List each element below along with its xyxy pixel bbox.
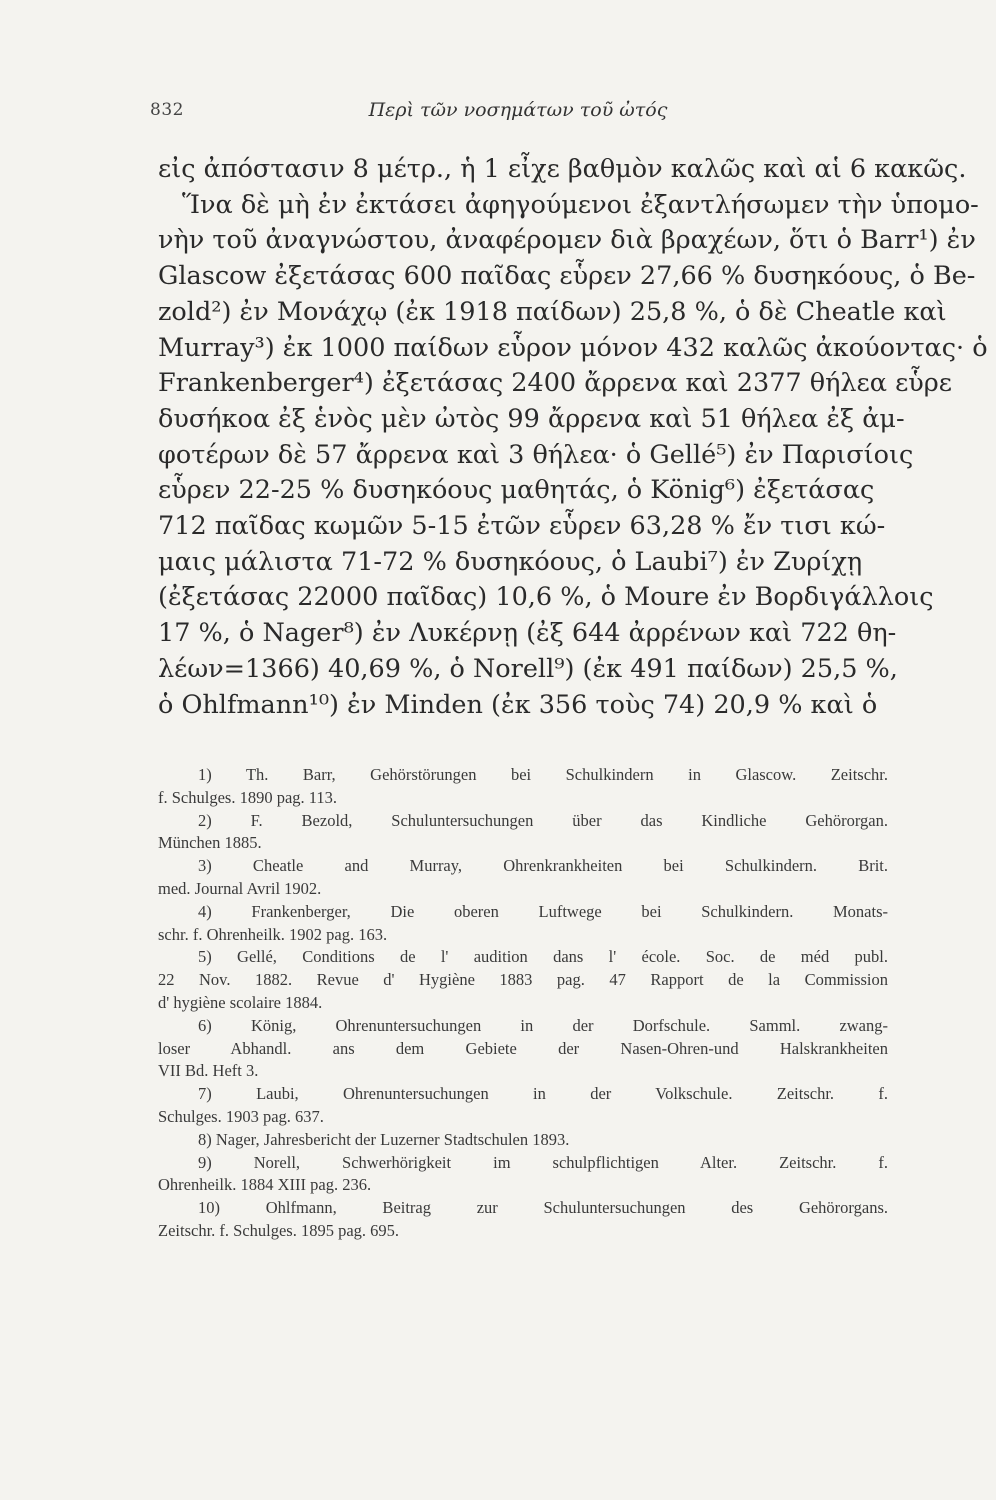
body-line: εὗρεν 22-25 % δυσηκόους μαθητάς, ὁ König⁶) ἐξετάσας [158,475,875,506]
footnote-line: 9) Norell, Schwerhörigkeit im schulpflichtigen Alter. Zeitschr. f. [198,1152,888,1172]
body-line: εἰς ἀπόστασιν 8 μέτρ., ἡ 1 εἶχε βαθμὸν καλῶς καὶ αἱ 6 κακῶς. [158,154,967,184]
footnote-line: 22 Nov. 1882. Revue d' Hygiène 1883 pag. 47 Rapport de la Commission [158,970,888,990]
footnote-line: med. Journal Avril 1902. [158,878,322,898]
footnote-line: 3) Cheatle and Murray, Ohrenkrankheiten bei Schulkindern. Brit. [198,856,888,876]
body-line: ὁ Ohlfmann¹⁰) ἐν Minden (ἐκ 356 τοὺς 74) 20,9 % καὶ ὁ [158,689,878,720]
footnote-line: München 1885. [158,833,262,853]
body-line: Murray³) ἐκ 1000 παίδων εὗρον μόνον 432 καλῶς ἀκούοντας· ὁ [158,332,988,363]
footnote-line: Ohrenheilk. 1884 XIII pag. 236. [158,1175,372,1195]
footnote-line: 5) Gellé, Conditions de l' audition dans l' école. Soc. de méd publ. [198,947,888,967]
footnote-line: schr. f. Ohrenheilk. 1902 pag. 163. [158,924,388,944]
page-number: 832 [150,100,184,120]
body-line: δυσήκοα ἐξ ἑνὸς μὲν ὠτὸς 99 ἄρρενα καὶ 51 θήλεα ἐξ ἀμ- [158,403,905,434]
footnote-line: 8) Nager, Jahresbericht der Luzerner Stadtschulen 1893. [198,1129,570,1149]
footnote-line: 10) Ohlfmann, Beitrag zur Schuluntersuchungen des Gehörorgans. [198,1198,888,1218]
footnote-line: Schulges. 1903 pag. 637. [158,1106,324,1126]
footnote-line: VII Bd. Heft 3. [158,1061,259,1081]
footnote-line: 2) F. Bezold, Schuluntersuchungen über das Kindliche Gehörorgan. [198,810,888,830]
body-line: Ἵνα δὲ μὴ ἐν ἐκτάσει ἀφηγούμενοι ἐξαντλήσωμεν τὴν ὑπομο- [182,189,979,220]
body-line: λέων=1366) 40,69 %, ὁ Norell⁹) (ἐκ 491 παίδων) 25,5 %, [158,653,898,684]
body-line: 712 παῖδας κωμῶν 5-15 ἐτῶν εὗρεν 63,28 % ἔν τισι κώ- [158,511,886,542]
body-line: 17 %, ὁ Nager⁸) ἐν Λυκέρνῃ (ἐξ 644 ἀρρένων καὶ 722 θη- [158,618,897,649]
footnote-line: loser Abhandl. ans dem Gebiete der Nasen-Ohren-und Halskrankheiten [158,1038,888,1058]
main-text-block [158,152,988,723]
running-title: Περὶ τῶν νοσημάτων τοῦ ὠτός [368,99,668,121]
footnote-line: 6) König, Ohrenuntersuchungen in der Dorfschule. Samml. zwang- [198,1015,888,1035]
footnote-line: Zeitschr. f. Schulges. 1895 pag. 695. [158,1220,400,1240]
footnote-line: d' hygiène scolaire 1884. [158,992,323,1012]
footnotes [158,764,888,1243]
body-line: Frankenberger⁴) ἐξετάσας 2400 ἄρρενα καὶ 2377 θήλεα εὗρε [158,368,952,399]
body-line: (ἐξετάσας 22000 παῖδας) 10,6 %, ὁ Moure ἐν Βορδιγάλλοις [158,582,934,613]
body-line: Glascow ἐξετάσας 600 παῖδας εὗρεν 27,66 % δυσηκόους, ὁ Be- [158,261,976,292]
body-line: νὴν τοῦ ἀναγνώστου, ἀναφέρομεν διὰ βραχέων, ὅτι ὁ Barr¹) ἐν [158,225,976,256]
body-line: φοτέρων δὲ 57 ἄρρενα καὶ 3 θήλεα· ὁ Gellé⁵) ἐν Παρισίοις [158,439,914,470]
footnote-line: 1) Th. Barr, Gehörstörungen bei Schulkindern in Glascow. Zeitschr. [198,765,888,784]
body-line: zold²) ἐν Μονάχῳ (ἐκ 1918 παίδων) 25,8 %, ὁ δὲ Cheatle καὶ [158,296,947,327]
footnote-line: 4) Frankenberger, Die oberen Luftwege bei Schulkindern. Monats- [198,901,888,921]
body-line: μαις μάλιστα 71-72 % δυσηκόους, ὁ Laubi⁷) ἐν Ζυρίχῃ [158,546,863,577]
footnote-line: 7) Laubi, Ohrenuntersuchungen in der Volkschule. Zeitschr. f. [198,1084,888,1104]
footnote-line: f. Schulges. 1890 pag. 113. [158,787,338,807]
